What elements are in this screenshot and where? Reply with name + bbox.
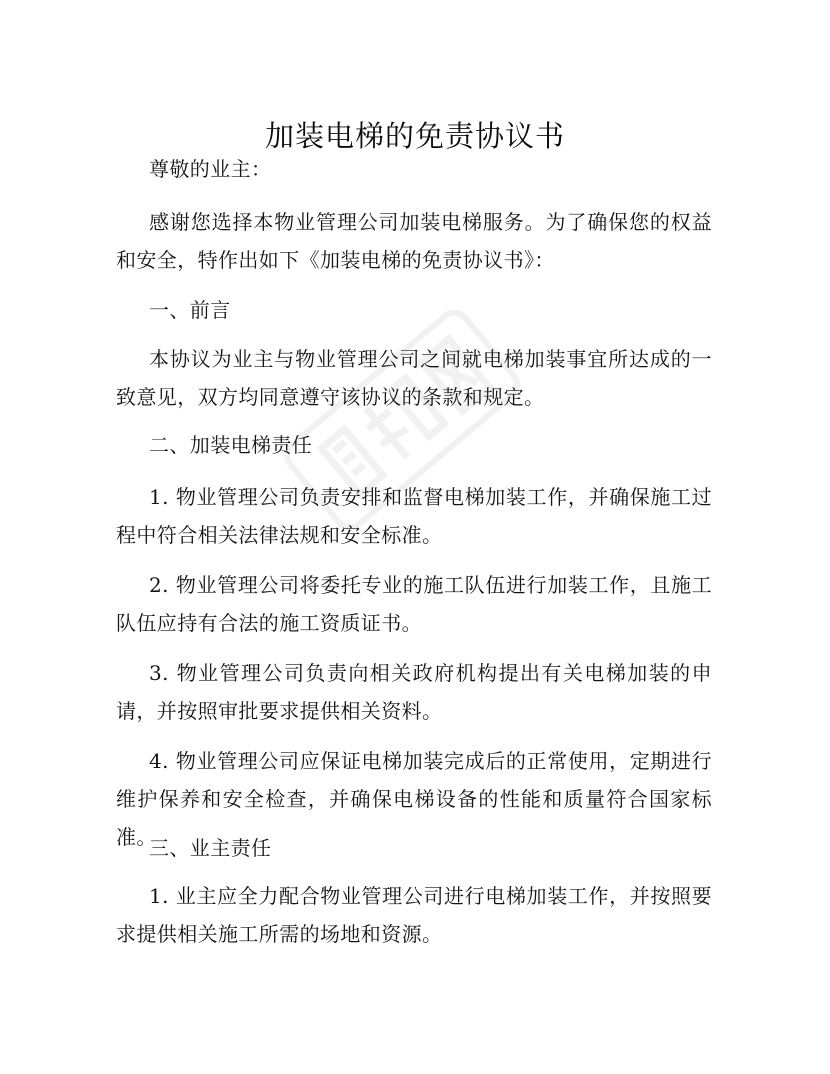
preface-paragraph: 本协议为业主与物业管理公司之间就电梯加装事宜所达成的一致意见，双方均同意遵守该协议的条款和规定。 — [116, 347, 712, 409]
clause-2-1: 1. 物业管理公司负责安排和监督电梯加装工作，并确保施工过程中符合相关法律法规和安全标准。 — [116, 485, 712, 547]
salutation: 尊敬的业主： — [149, 157, 272, 181]
clause-3-1: 1. 业主应全力配合物业管理公司进行电梯加装工作，并按照要求提供相关施工所需的场地和资源。 — [116, 884, 712, 946]
clause-2-3: 3. 物业管理公司负责向相关政府机构提出有关电梯加装的申请，并按照审批要求提供相关资料。 — [116, 661, 712, 723]
intro-paragraph: 感谢您选择本物业管理公司加装电梯服务。为了确保您的权益和安全，特作出如下《加装电梯的免责协议书》： — [116, 210, 712, 272]
clause-2-4: 4. 物业管理公司应保证电梯加装完成后的正常使用，定期进行维护保养和安全检查，并确保电梯设备的性能和质量符合国家标准。 — [116, 749, 712, 849]
section-heading-elevator-responsibility: 二、加装电梯责任 — [149, 433, 313, 457]
clause-2-2: 2. 物业管理公司将委托专业的施工队伍进行加装工作，且施工队伍应持有合法的施工资质证书。 — [116, 573, 712, 635]
section-heading-owner-responsibility: 三、业主责任 — [149, 836, 272, 860]
document-title: 加装电梯的免责协议书 — [264, 119, 565, 154]
section-heading-preface: 一、前言 — [149, 298, 231, 322]
